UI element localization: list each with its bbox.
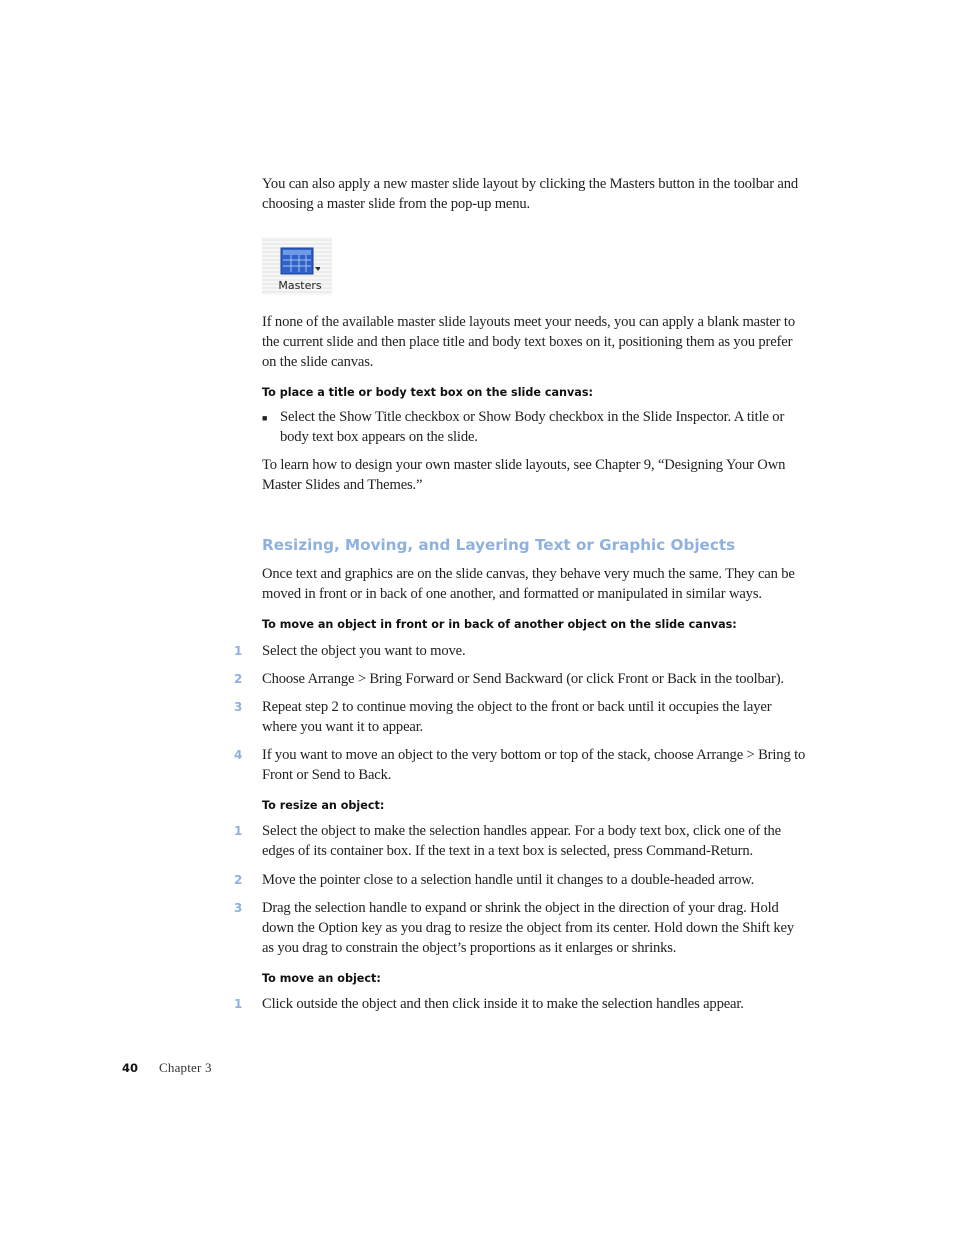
step-number: 1 <box>234 824 243 838</box>
task-heading-move-front-back: To move an object in front or in back of another object on the slide canvas: <box>262 618 737 631</box>
step-text: If you want to move an object to the very bottom or top of the stack, choose Arrange > Bring to Front or Send to Back. <box>262 747 806 783</box>
blank-master-paragraph: If none of the available master slide layouts meet your needs, you can apply a blank master to the current slide and then place title and body text boxes on it, positioning them as you prefer on the slide canvas. <box>262 314 795 370</box>
bullet-item: Select the Show Title checkbox or Show Body checkbox in the Slide Inspector. A title or body text box appears on the slide. <box>280 409 785 445</box>
step-number: 1 <box>234 644 243 658</box>
step-text: Repeat step 2 to continue moving the object to the front or back until it occupies the layer where you want it to appear. <box>262 699 772 735</box>
task-heading-place-title: To place a title or body text box on the slide canvas: <box>262 386 593 399</box>
step-text: Move the pointer close to a selection handle until it changes to a double-headed arrow. <box>262 872 755 888</box>
masters-grid-icon <box>280 247 320 277</box>
step-number: 3 <box>234 700 243 714</box>
step-number: 4 <box>234 748 243 762</box>
chapter-label: Chapter 3 <box>159 1060 212 1075</box>
section-heading: Resizing, Moving, and Layering Text or Graphic Objects <box>262 536 736 554</box>
step-number: 2 <box>234 873 243 887</box>
masters-button[interactable] <box>262 237 332 295</box>
masters-button-label: Masters <box>278 279 322 292</box>
step-number: 3 <box>234 901 243 915</box>
task-heading-move: To move an object: <box>262 972 381 985</box>
page-number: 40 <box>122 1061 139 1075</box>
step-text: Select the object to make the selection handles appear. For a body text box, click one of the edges of its container box. If the text in a text box is selected, press Command-Return. <box>262 823 781 859</box>
step-text: Choose Arrange > Bring Forward or Send Backward (or click Front or Back in the toolbar). <box>262 671 784 687</box>
bullet-square-icon: ■ <box>262 413 268 423</box>
step-text: Drag the selection handle to expand or shrink the object in the direction of your drag. Hold down the Option key as you drag to resize the object from its center. Hold down the Shift key as you drag to constrain the object’s proportions as it enlarges or shrinks. <box>262 900 794 956</box>
learn-paragraph: To learn how to design your own master slide layouts, see Chapter 9, “Designing Your Own Master Slides and Themes.” <box>262 457 786 493</box>
step-number: 2 <box>234 672 243 686</box>
step-text: Click outside the object and then click inside it to make the selection handles appear. <box>262 996 744 1012</box>
task-heading-resize: To resize an object: <box>262 799 385 812</box>
intro-paragraph: You can also apply a new master slide layout by clicking the Masters button in the toolbar and choosing a master slide from the pop-up menu. <box>262 176 799 212</box>
step-text: Select the object you want to move. <box>262 643 466 659</box>
step-number: 1 <box>234 997 243 1011</box>
section-intro: Once text and graphics are on the slide canvas, they behave very much the same. They can be moved in front or in back of one another, and formatted or manipulated in similar ways. <box>262 566 795 602</box>
